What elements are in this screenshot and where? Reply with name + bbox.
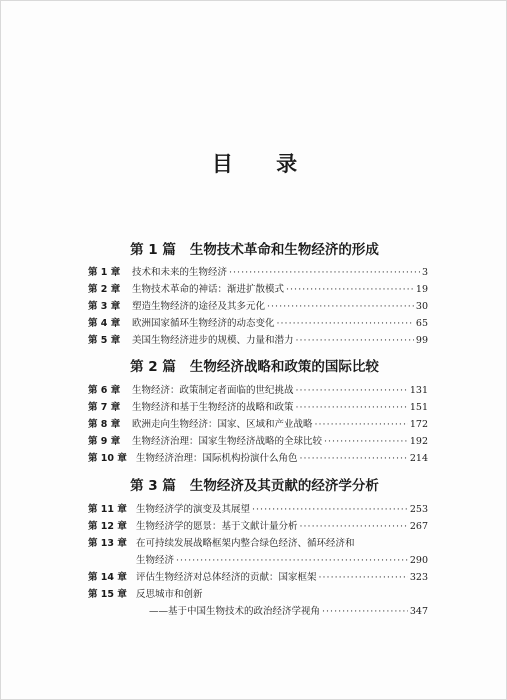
- page-number: 3: [421, 267, 428, 278]
- leader-dots: [296, 383, 408, 399]
- part-number: 第 2 篇: [130, 359, 176, 375]
- chapter-title: 技术和未来的生物经济: [132, 267, 228, 278]
- leader-dots: [315, 417, 408, 433]
- chapter-title-line1: 在可持续发展战略框架内整合绿色经济、循环经济和: [136, 538, 355, 549]
- chapter-number: 第 6 章: [88, 385, 121, 396]
- chapter-number: 第 5 章: [88, 335, 121, 346]
- toc-entry-7[interactable]: [88, 400, 428, 416]
- part-heading-2: [1, 355, 507, 375]
- part-title: 生物经济及其贡献的经济学分析: [189, 478, 379, 494]
- toc-entry-6[interactable]: [88, 383, 428, 399]
- leader-dots: [324, 434, 408, 450]
- toc-entry-3[interactable]: [88, 299, 428, 315]
- chapter-title: 生物经济和基于生物经济的战略和政策: [132, 402, 294, 413]
- chapter-number: 第 1 章: [88, 267, 121, 278]
- page-number: 290: [409, 555, 428, 566]
- chapter-title: 生物经济：政策制定者面临的世纪挑战: [132, 385, 294, 396]
- page-number: 30: [415, 301, 428, 312]
- part-heading-3: [1, 474, 507, 494]
- chapter-number: 第 10 章: [88, 453, 127, 464]
- page-number: 214: [409, 453, 428, 464]
- toc-entry-10[interactable]: [88, 451, 428, 467]
- chapter-title: 塑造生物经济的途径及其多元化: [132, 301, 266, 312]
- leader-dots: [322, 604, 408, 620]
- toc-entry-13-cont[interactable]: [136, 553, 428, 569]
- toc-entry-4[interactable]: [88, 316, 428, 332]
- leader-dots: [267, 299, 414, 315]
- chapter-number: 第 7 章: [88, 402, 121, 413]
- chapter-title: 美国生物经济进步的规模、力量和潜力: [132, 335, 294, 346]
- leader-dots: [300, 519, 408, 535]
- toc-title: 目 录: [211, 151, 316, 176]
- toc-entry-11[interactable]: [88, 502, 428, 518]
- chapter-title-line2: 生物经济: [136, 555, 175, 566]
- toc-entry-9[interactable]: [88, 434, 428, 450]
- toc-entry-5[interactable]: [88, 333, 428, 349]
- chapter-title-line1: 反思城市和创新: [136, 589, 203, 600]
- leader-dots: [176, 553, 408, 569]
- leader-dots: [300, 451, 408, 467]
- chapter-title: 生物经济学的演变及其展望: [136, 504, 251, 515]
- toc-entry-15[interactable]: [88, 587, 428, 603]
- chapter-number: 第 9 章: [88, 436, 121, 447]
- page-number: 131: [409, 385, 428, 396]
- page-number: 65: [415, 318, 428, 329]
- page-number: 192: [409, 436, 428, 447]
- toc-entry-14[interactable]: [88, 570, 428, 586]
- chapter-title: 欧洲国家循环生物经济的动态变化: [132, 318, 275, 329]
- part-title: 生物经济战略和政策的国际比较: [189, 359, 379, 375]
- toc-entry-13[interactable]: [88, 536, 428, 552]
- toc-entry-12[interactable]: [88, 519, 428, 535]
- page-number: 267: [409, 521, 428, 532]
- toc-entry-1[interactable]: [88, 265, 428, 281]
- part-number: 第 3 篇: [130, 478, 176, 494]
- page-number: 172: [409, 419, 428, 430]
- part-title: 生物技术革命和生物经济的形成: [189, 242, 379, 258]
- page-number: 151: [409, 402, 428, 413]
- chapter-subtitle: ——基于中国生物技术的政治经济学视角: [149, 606, 321, 617]
- part-heading-1: [1, 238, 507, 258]
- leader-dots: [296, 333, 414, 349]
- page-number: 99: [415, 335, 428, 346]
- leader-dots: [277, 316, 414, 332]
- leader-dots: [319, 570, 408, 586]
- toc-entry-15-cont[interactable]: [149, 604, 428, 620]
- part-number: 第 1 篇: [130, 242, 176, 258]
- leader-dots: [296, 400, 408, 416]
- toc-entry-2[interactable]: [88, 282, 428, 298]
- chapter-number: 第 15 章: [88, 589, 127, 600]
- chapter-number: 第 12 章: [88, 521, 127, 532]
- chapter-title: 生物技术革命的神话：渐进扩散模式: [132, 284, 285, 295]
- leader-dots: [229, 265, 420, 281]
- chapter-number: 第 2 章: [88, 284, 121, 295]
- page-number: 253: [409, 504, 428, 515]
- leader-dots: [252, 502, 408, 518]
- chapter-number: 第 14 章: [88, 572, 127, 583]
- chapter-number: 第 11 章: [88, 504, 127, 515]
- chapter-number: 第 4 章: [88, 318, 121, 329]
- page-number: 19: [415, 284, 428, 295]
- chapter-title: 生物经济治理：国际机构扮演什么角色: [136, 453, 298, 464]
- chapter-title: 评估生物经济对总体经济的贡献：国家框架: [136, 572, 317, 583]
- chapter-number: 第 13 章: [88, 538, 127, 549]
- chapter-number: 第 8 章: [88, 419, 121, 430]
- chapter-title: 生物经济学的愿景：基于文献计量分析: [136, 521, 298, 532]
- chapter-title: 欧洲走向生物经济：国家、区域和产业战略: [132, 419, 313, 430]
- leader-dots: [286, 282, 414, 298]
- chapter-number: 第 3 章: [88, 301, 121, 312]
- toc-entry-8[interactable]: [88, 417, 428, 433]
- chapter-title: 生物经济治理：国家生物经济战略的全球比较: [132, 436, 323, 447]
- page-number: 323: [409, 572, 428, 583]
- page-number: 347: [409, 606, 428, 617]
